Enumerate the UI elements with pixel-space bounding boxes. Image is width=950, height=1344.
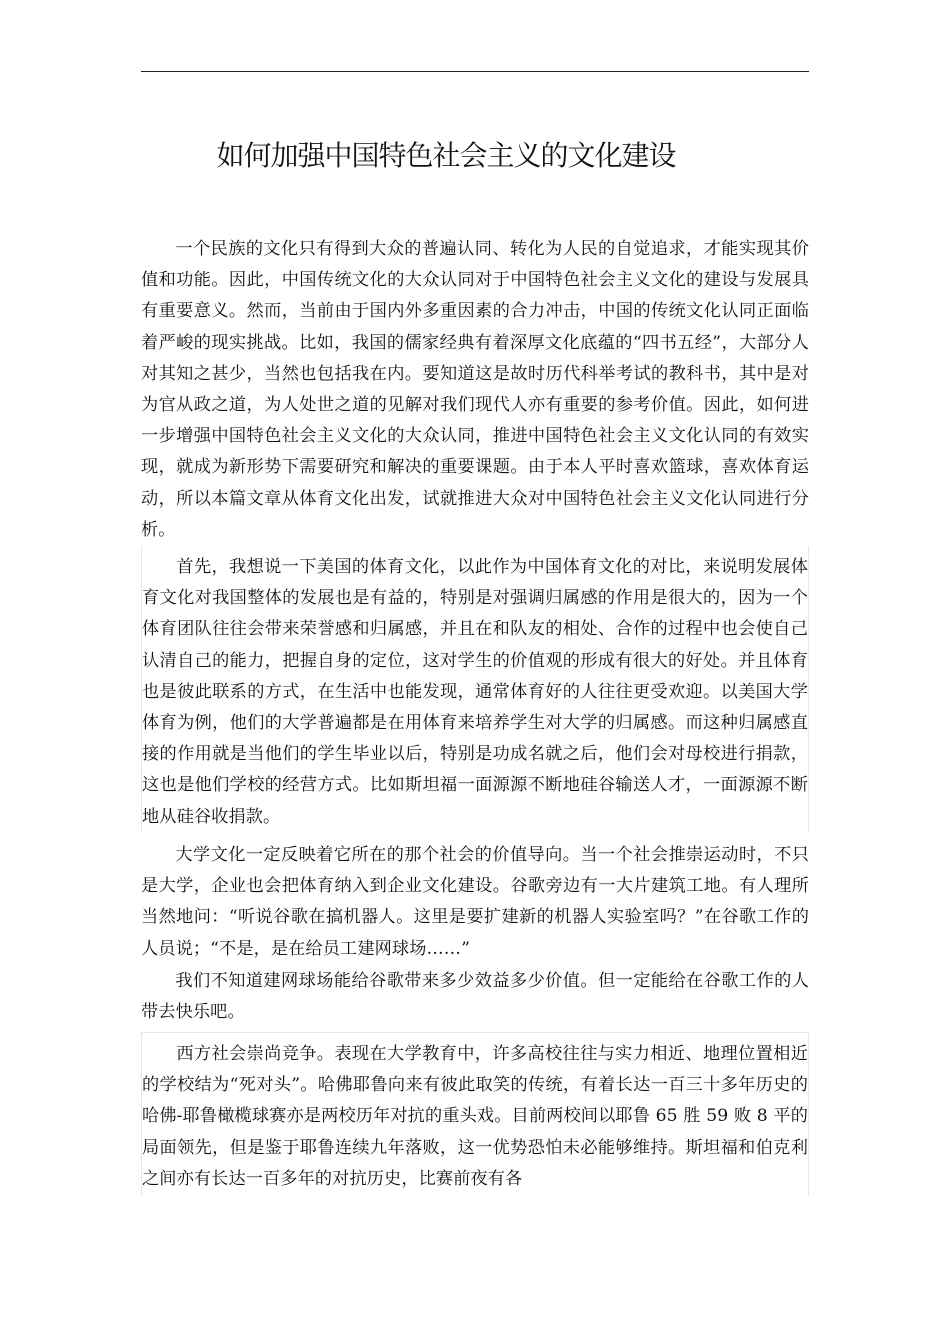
paragraph-university-culture: 大学文化一定反映着它所在的那个社会的价值导向。当一个社会推崇运动时，不只是大学，企业也会把体育纳入到企业文化建设。谷歌旁边有一大片建筑工地。有人理所当然地问：“听说谷歌在搞机器人。这里是要扩建新的机器人实验室吗？”在谷歌工作的人员说；“不是，是在给员工建网球场……” (141, 845, 809, 959)
paragraph-western-competition: 西方社会崇尚竞争。表现在大学教育中，许多高校往往与实力相近、地理位置相近的学校结为“死对头”。哈佛耶鲁向来有彼此取笑的传统，有着长达一百三十多年历史的哈佛-耶鲁橄榄球赛亦是两校历年对抗的重头戏。目前两校间以耶鲁 65 胜 59 败 8 平的局面领先，但是鉴于耶鲁连续九年落败，这一优势恐怕未必能够维持。斯坦福和伯克利之间亦有长达一百多年的对抗历史，比赛前夜有各 (141, 1032, 809, 1195)
paragraph-intro: 一个民族的文化只有得到大众的普遍认同、转化为人民的自觉追求，才能实现其价值和功能。因此，中国传统文化的大众认同对于中国特色社会主义文化的建设与发展具有重要意义。然而，当前由于国内外多重因素的合力冲击，中国的传统文化认同正面临着严峻的现实挑战。比如，我国的儒家经典有着深厚文化底蕴的“四书五经”，大部分人对其知之甚少，当然也包括我在内。要知道这是故时历代科举考试的教科书，其中是对为官从政之道，为人处世之道的见解对我们现代人亦有重要的参考价值。因此，如何进一步增强中国特色社会主义文化的大众认同，推进中国特色社会主义文化认同的有效实现，就成为新形势下需要研究和解决的重要课题。由于本人平时喜欢篮球，喜欢体育运动，所以本篇文章从体育文化出发，试就推进大众对中国特色社会主义文化认同进行分析。 (141, 239, 809, 540)
paragraph-google-tennis: 我们不知道建网球场能给谷歌带来多少效益多少价值。但一定能给在谷歌工作的人带去快乐吧。 (141, 971, 809, 1023)
header-rule (141, 71, 809, 72)
paragraph-us-sports-culture: 首先，我想说一下美国的体育文化，以此作为中国体育文化的对比，来说明发展体育文化对我国整体的发展也是有益的，特别是对强调归属感的作用是很大的，因为一个体育团队往往会带来荣誉感和归属感，并且在和队友的相处、合作的过程中也会使自己认清自己的能力，把握自身的定位，这对学生的价值观的形成有很大的好处。并且体育也是彼此联系的方式，在生活中也能发现，通常体育好的人往往更受欢迎。以美国大学体育为例，他们的大学普遍都是在用体育来培养学生对大学的归属感。而这种归属感直接的作用就是当他们的学生毕业以后，特别是功成名就之后，他们会对母校进行捐款，这也是他们学校的经营方式。比如斯坦福一面源源不断地硅谷输送人才，一面源源不断地从硅谷收捐款。 (141, 546, 809, 833)
document-title: 如何加强中国特色社会主义的文化建设 (216, 139, 676, 172)
